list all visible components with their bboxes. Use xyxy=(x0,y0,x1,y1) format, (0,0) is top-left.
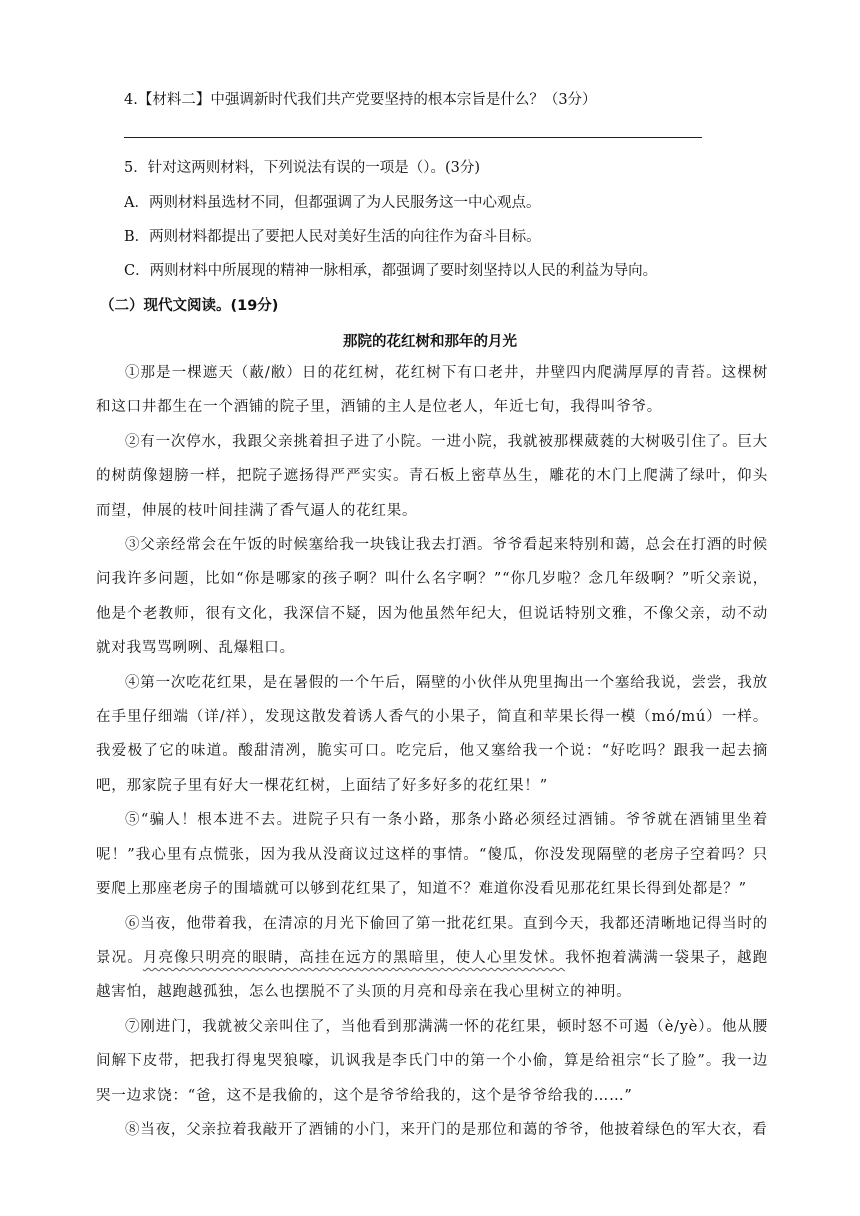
answer-line[interactable] xyxy=(124,137,702,138)
option-c: C．两则材料中所展现的精神一脉相承，都强调了要时刻坚持以人民的利益为导向。 xyxy=(124,263,658,279)
paragraph-4: ④第一次吃花红果，是在暑假的一个午后，隔壁的小伙伴从兜里掏出一个塞给我说，尝尝，我放在手里仔细端（详/祥），发现这散发着诱人香气的小果子，简直和苹果长得一模（mó/mú）一样。我爱极了它的味道。酸甜清冽，脆实可口。吃完后，他又塞给我一个说：“好吃吗？跟我一起去摘吧，那家院子里有好大一棵花红树，上面结了好多好多的花红果！” xyxy=(96,674,768,794)
wavy-underlined-sentence: 月亮像只明亮的眼睛，高挂在远方的黑暗里，使人心里发怵。 xyxy=(142,949,566,966)
question-5: 5．针对这两则材料，下列说法有误的一项是（）。(3分) xyxy=(124,160,481,176)
paragraph-6-start: ⑥当夜，他带着我，在清凉的月光下偷回了第一批花红果。直到今天，我都还清晰地记得当时的景况。 xyxy=(96,915,768,966)
section-heading: （二）现代文阅读。(19分) xyxy=(100,298,279,314)
paragraph-7: ⑦刚进门，我就被父亲叫住了，当他看到那满满一怀的花红果，顿时怒不可遏（è/yè）。他从腰间解下皮带，把我打得鬼哭狼嚎，讥讽我是李氏门中的第一个小偷，算是给祖宗“长了脸”。我一边哭一边求饶：“爸，这不是我偷的，这个是爷爷给我的，这个是爷爷给我的……” xyxy=(96,1018,768,1104)
paragraph-2: ②有一次停水，我跟父亲挑着担子进了小院。一进小院，我就被那棵葳蕤的大树吸引住了。巨大的树荫像翅膀一样，把院子遮扬得严严实实。青石板上密草丛生，雕花的木门上爬满了绿叶，仰头而望，伸展的枝叶间挂满了香气逼人的花红果。 xyxy=(96,433,768,519)
paragraph-3: ③父亲经常会在午饭的时候塞给我一块钱让我去打酒。爷爷看起来特别和蔼，总会在打酒的时候问我许多问题，比如“你是哪家的孩子啊？叫什么名字啊？”“你几岁啦？念几年级啊？”听父亲说，他是个老教师，很有文化，我深信不疑，因为他虽然年纪大，但说话特别文雅，不像父亲，动不动就对我骂骂咧咧、乱爆粗口。 xyxy=(96,537,768,657)
article-title: 那院的花红树和那年的月光 xyxy=(343,334,517,350)
question-4: 4.【材料二】中强调新时代我们共产党要坚持的根本宗旨是什么？（3分） xyxy=(124,92,597,108)
article-body xyxy=(96,356,768,1147)
paragraph-6 xyxy=(96,907,768,1010)
paragraph-6-end: 我怀抱着满满一袋果子，越跑越害怕，越跑越孤独，怎么也摆脱不了头顶的月亮和母亲在我心里树立的神明。 xyxy=(96,949,768,1001)
paragraph-5: ⑤“骗人！根本进不去。进院子只有一条小路，那条小路必须经过酒铺。爷爷就在酒铺里坐着呢！”我心里有点慌张，因为我从没商议过这样的事情。“傻瓜，你没发现隔壁的老房子空着吗？只要爬上那座老房子的围墙就可以够到花红果了，知道不？难道你没看见那花红果长得到处都是？” xyxy=(96,812,768,898)
paragraph-1: ①那是一棵遮天（蔽/敝）日的花红树，花红树下有口老井，井壁四内爬满厚厚的青苔。这棵树和这口井都生在一个酒铺的院子里，酒铺的主人是位老人，年近七旬，我得叫爷爷。 xyxy=(96,365,768,416)
paragraph-8: ⑧当夜，父亲拉着我敲开了酒铺的小门，来开门的是那位和蔼的爷爷，他披着绿色的军大衣，看 xyxy=(125,1121,768,1138)
option-b: B．两则材料都提出了要把人民对美好生活的向往作为奋斗目标。 xyxy=(124,229,541,245)
option-a: A．两则材料虽选材不同，但都强调了为人民服务这一中心观点。 xyxy=(124,195,541,211)
